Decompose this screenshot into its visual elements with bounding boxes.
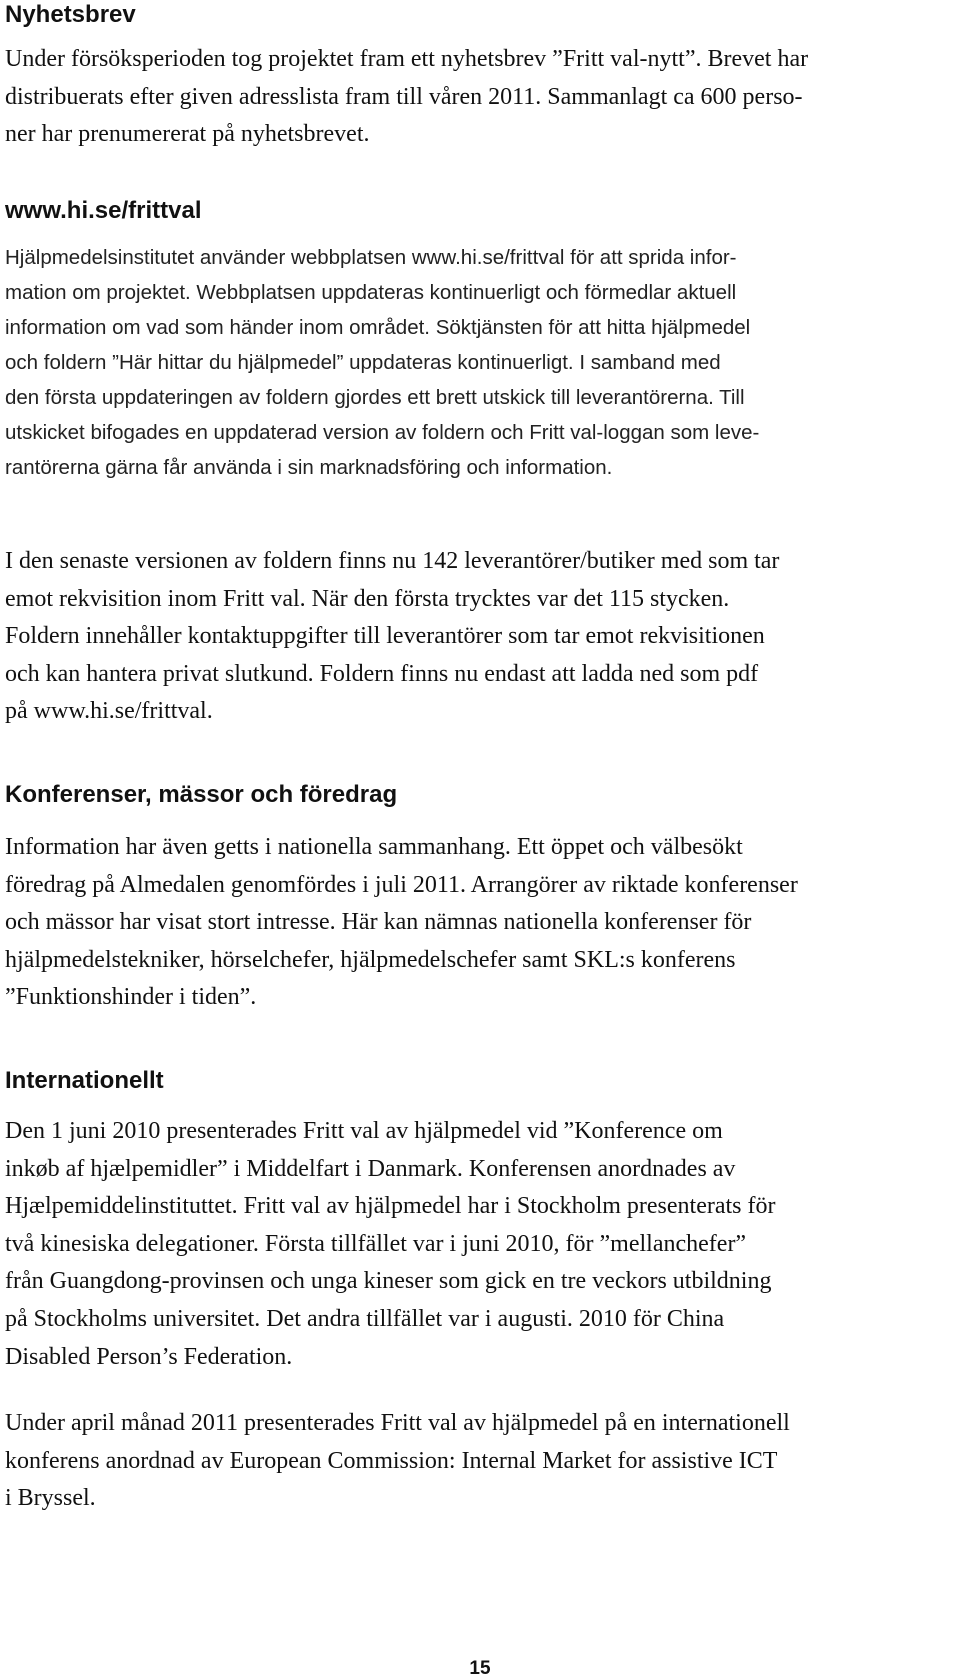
page-number: 15 [469, 1658, 491, 1679]
text-line: konferens anordnad av European Commission: Internal Market for assistive ICT [5, 1447, 778, 1474]
text-line: ner har prenumererat på nyhetsbrevet. [5, 121, 370, 148]
paragraph-webb-2 [5, 543, 960, 731]
paragraph-webb-1 [5, 240, 960, 485]
heading-konferenser: Konferenser, mässor och föredrag [5, 781, 398, 808]
text-line: inkøb af hjælpemidler” i Middelfart i Danmark. Konferensen anordnades av [5, 1155, 736, 1182]
text-line: från Guangdong-provinsen och unga kineser som gick en tre veckors utbildning [5, 1268, 772, 1295]
text-line: den första uppdateringen av foldern gjordes ett brett utskick till leverantörerna. Till [5, 386, 745, 409]
text-line: hjälpmedelstekniker, hörselchefer, hjälpmedelschefer samt SKL:s konferens [5, 946, 736, 973]
text-line: på www.hi.se/frittval. [5, 698, 213, 725]
text-line: två kinesiska delegationer. Första tillfället var i juni 2010, för ”mellanchefer” [5, 1230, 747, 1257]
paragraph-internationellt-1 [5, 1113, 960, 1376]
text-line: information om vad som händer inom området. Söktjänsten för att hitta hjälpmedel [5, 316, 751, 339]
text-line: mation om projektet. Webbplatsen uppdateras kontinuerligt och förmedlar aktuell [5, 281, 737, 304]
text-line: i Bryssel. [5, 1485, 96, 1512]
text-line: och kan hantera privat slutkund. Foldern finns nu endast att ladda ned som pdf [5, 660, 759, 687]
text-line: ”Funktionshinder i tiden”. [5, 984, 257, 1011]
text-line: och mässor har visat stort intresse. Här kan nämnas nationella konferenser för [5, 909, 752, 936]
text-line: utskicket bifogades en uppdaterad version av foldern och Fritt val-loggan som leve- [5, 421, 760, 444]
text-line: Foldern innehåller kontaktuppgifter till leverantörer som tar emot rekvisitionen [5, 623, 765, 650]
text-line: Hjälpmedelsinstitutet använder webbplatsen www.hi.se/frittval för att sprida infor- [5, 246, 737, 269]
text-line: I den senaste versionen av foldern finns nu 142 leverantörer/butiker med som tar [5, 548, 780, 574]
text-line: Under april månad 2011 presenterades Fritt val av hjälpmedel på en internationell [5, 1410, 790, 1436]
paragraph-nyhetsbrev [5, 41, 960, 154]
text-line: och foldern ”Här hittar du hjälpmedel” uppdateras kontinuerligt. I samband med [5, 351, 721, 374]
paragraph-internationellt-2 [5, 1405, 960, 1518]
text-line: Hjælpemiddelinstituttet. Fritt val av hjälpmedel har i Stockholm presenterats för [5, 1193, 776, 1220]
heading-internationellt: Internationellt [5, 1067, 164, 1094]
text-line: föredrag på Almedalen genomfördes i juli 2011. Arrangörer av riktade konferenser [5, 871, 798, 898]
heading-webb: www.hi.se/frittval [5, 197, 202, 224]
text-line: Den 1 juni 2010 presenterades Fritt val av hjälpmedel vid ”Konference om [5, 1118, 723, 1144]
text-line: Information har även getts i nationella sammanhang. Ett öppet och välbesökt [5, 834, 743, 860]
heading-nyhetsbrev: Nyhetsbrev [5, 1, 136, 28]
text-line: distribuerats efter given adresslista fram till våren 2011. Sammanlagt ca 600 perso- [5, 83, 803, 110]
text-line: Under försöksperioden tog projektet fram ett nyhetsbrev ”Fritt val-nytt”. Brevet har [5, 46, 809, 72]
text-line: emot rekvisition inom Fritt val. När den första trycktes var det 115 stycken. [5, 585, 730, 612]
paragraph-konferenser [5, 829, 960, 1017]
text-line: rantörerna gärna får använda i sin marknadsföring och information. [5, 456, 613, 479]
text-line: på Stockholms universitet. Det andra tillfället var i augusti. 2010 för China [5, 1305, 725, 1332]
text-line: Disabled Person’s Federation. [5, 1343, 293, 1370]
